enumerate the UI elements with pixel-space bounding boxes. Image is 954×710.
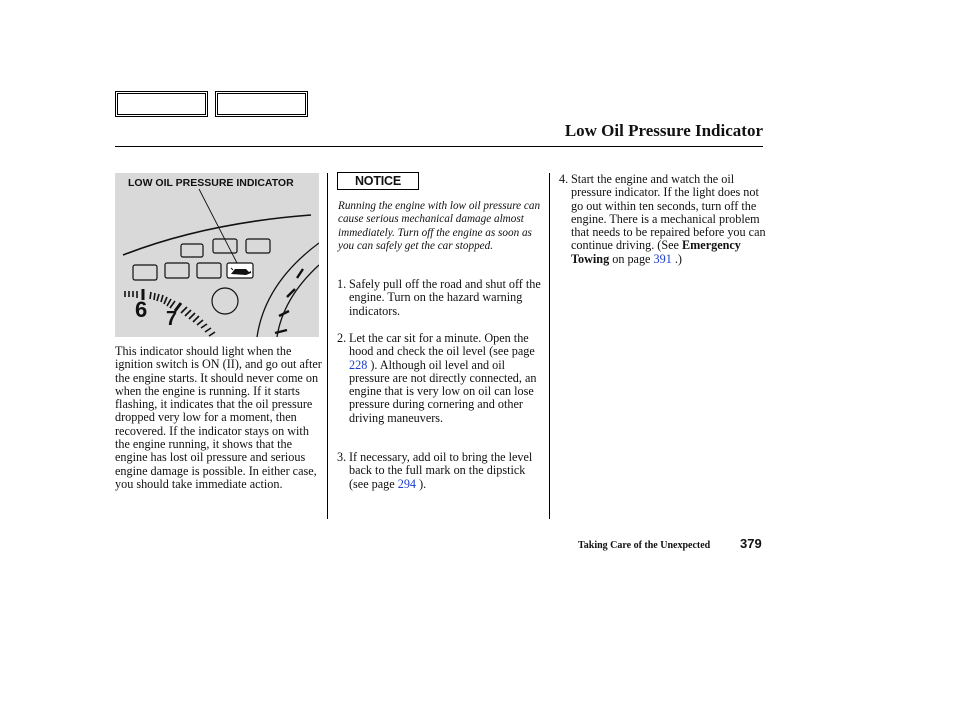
emergency-towing-reference: Emergency Towing <box>571 238 741 266</box>
step-text: Start the engine and watch the oil pressure indicator. If the light does not go out within ten seconds, turn off the engine. There is a mechanical problem that needs to be repaired before you can continue driving. (See Emergency Towing on page 391 .) <box>571 172 766 266</box>
indicator-description: This indicator should light when the ignition switch is ON (II), and go out after the engine starts. It should never come on when the engine is running. If it starts flashing, it indicates that the oil pressure dropped very low for a moment, then recovered. If the indicator stays on with the engine running, it shows that the engine has lost oil pressure and serious engine damage is possible. In either case, you should take immediate action. <box>115 344 322 491</box>
column-divider <box>327 173 328 519</box>
page-title: Low Oil Pressure Indicator <box>564 121 763 140</box>
step-number: 1. <box>337 277 347 291</box>
page-number: 379 <box>740 536 762 551</box>
page-link-391[interactable]: 391 <box>653 251 672 266</box>
notice-heading: NOTICE <box>354 174 402 188</box>
footer-section-title: Taking Care of the Unexpected <box>578 540 711 551</box>
step-number: 2. <box>337 331 347 345</box>
step-text: If necessary, add oil to bring the level back to the full mark on the dipstick (see page 294 ). <box>349 450 533 491</box>
notice-heading-box <box>337 172 419 190</box>
column-divider <box>549 173 550 519</box>
gauge-number-7: 7 <box>166 308 178 330</box>
step-text: Let the car sit for a minute. Open the hood and check the oil level (see page 228 ). Although oil level and oil pressure are not directly connected, an engine that is very low on oil can lose pressure during cornering and other driving maneuvers. <box>349 331 537 425</box>
nav-tab-2[interactable] <box>215 91 308 117</box>
page-link-294[interactable]: 294 <box>397 476 417 491</box>
step-number: 4. <box>559 172 569 186</box>
nav-tab-1[interactable] <box>115 91 208 117</box>
notice-text: Running the engine with low oil pressure can cause serious mechanical damage almost immediately. Turn off the engine as soon as you can safely get the car stopped. <box>338 200 541 252</box>
gauge-number-6: 6 <box>135 297 148 322</box>
step-number: 3. <box>337 450 347 464</box>
figure-label: LOW OIL PRESSURE INDICATOR <box>128 177 294 189</box>
indicator-figure <box>115 173 319 337</box>
title-divider <box>115 146 763 147</box>
step-text: Safely pull off the road and shut off the engine. Turn on the hazard warning indicators. <box>349 277 541 318</box>
page-link-228[interactable]: 228 <box>349 357 368 372</box>
